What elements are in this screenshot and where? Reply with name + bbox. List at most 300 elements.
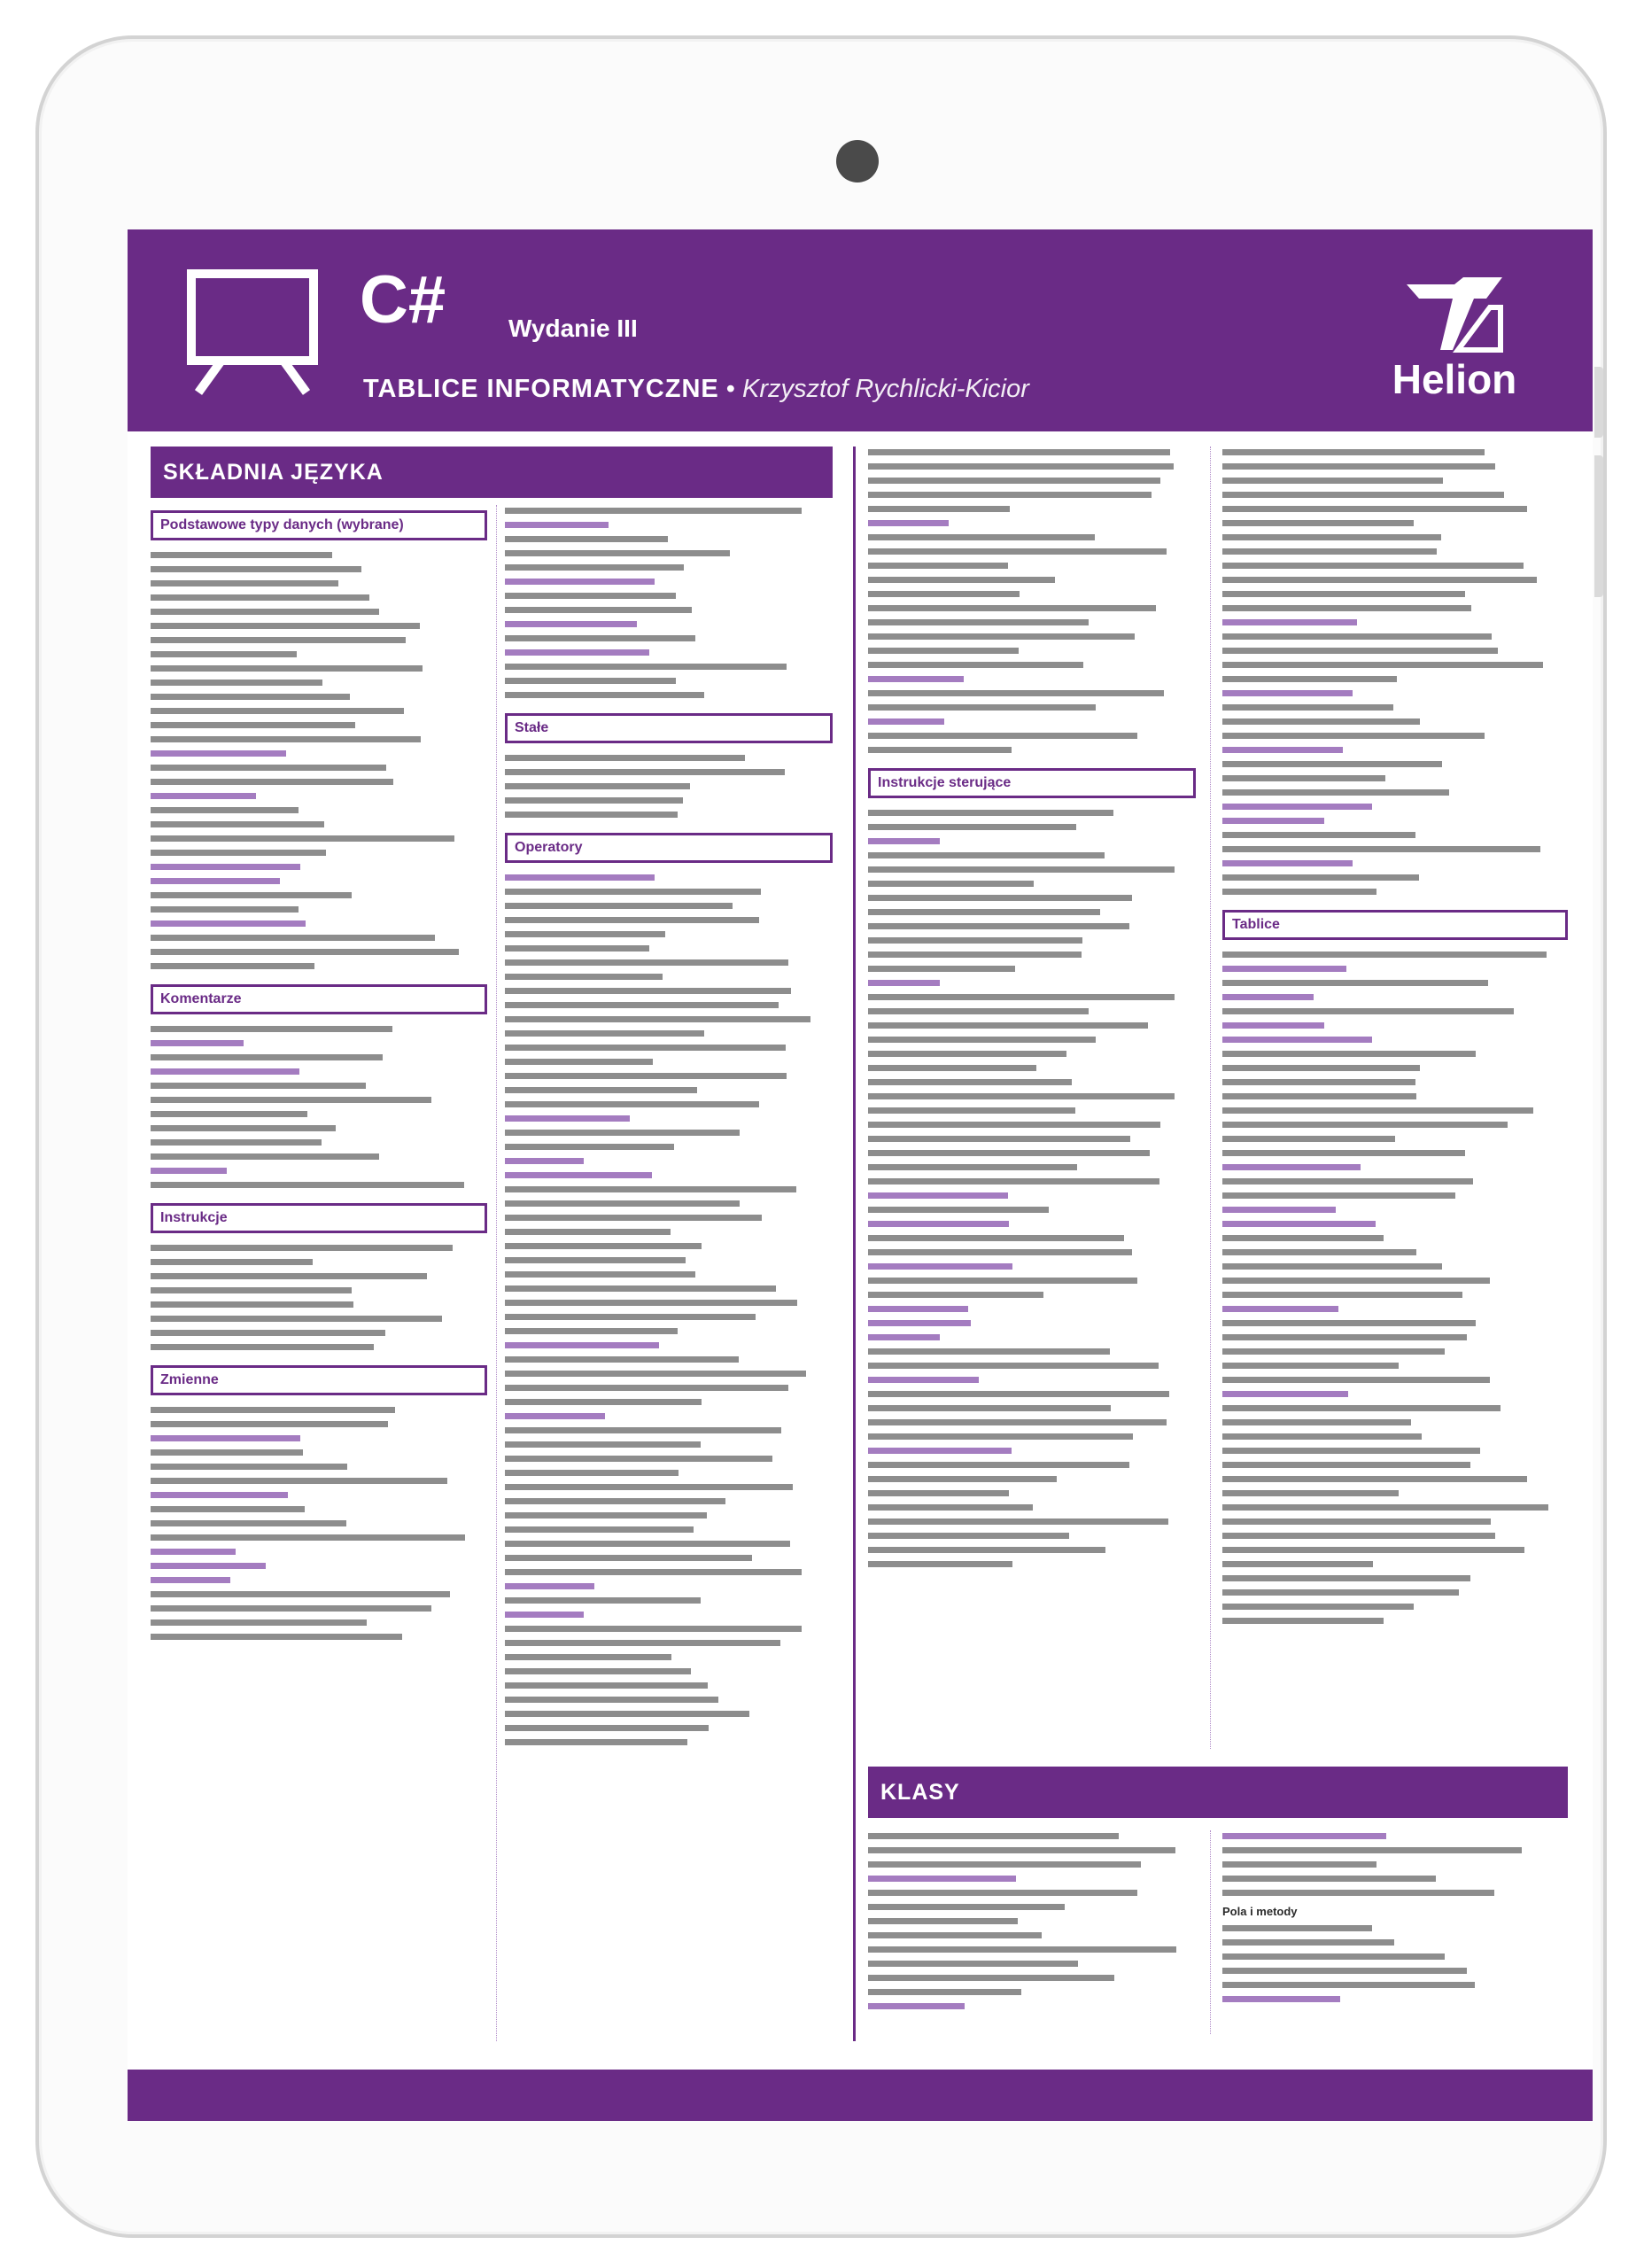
text-line bbox=[1222, 1034, 1568, 1045]
text-line bbox=[868, 1190, 1196, 1201]
text-line bbox=[1222, 1887, 1568, 1899]
text-line bbox=[1222, 1615, 1568, 1627]
text-line bbox=[151, 563, 487, 575]
text-line bbox=[868, 1317, 1196, 1329]
column-2 bbox=[505, 505, 833, 1751]
text-line bbox=[1222, 1289, 1568, 1301]
text-line bbox=[505, 1042, 833, 1053]
text-line bbox=[505, 1538, 833, 1550]
volume-button bbox=[1594, 367, 1603, 438]
text-line bbox=[868, 835, 1196, 847]
text-line bbox=[868, 1147, 1196, 1159]
text-line bbox=[505, 1254, 833, 1266]
side-button bbox=[1594, 455, 1603, 597]
text-line bbox=[505, 999, 833, 1011]
text-line bbox=[868, 1161, 1196, 1173]
text-line bbox=[1222, 1020, 1568, 1031]
text-line bbox=[151, 578, 487, 589]
text-line bbox=[1222, 1161, 1568, 1173]
text-line bbox=[868, 489, 1196, 501]
column-separator bbox=[1210, 1830, 1211, 2034]
text-line bbox=[868, 1360, 1196, 1371]
text-line bbox=[505, 809, 833, 820]
text-line bbox=[868, 991, 1196, 1003]
text-line bbox=[151, 1341, 487, 1353]
text-line bbox=[505, 766, 833, 778]
text-line bbox=[1222, 1558, 1568, 1570]
text-line bbox=[151, 1489, 487, 1501]
text-line bbox=[505, 618, 833, 630]
text-line bbox=[151, 1546, 487, 1557]
text-line bbox=[1222, 560, 1568, 571]
subsection-operatory: Operatory bbox=[505, 833, 833, 863]
text-line bbox=[1222, 1218, 1568, 1230]
text-line bbox=[868, 546, 1196, 557]
text-line bbox=[505, 1340, 833, 1351]
text-line bbox=[1222, 801, 1568, 812]
text-line bbox=[868, 977, 1196, 989]
text-line bbox=[151, 932, 487, 944]
text-line bbox=[1222, 602, 1568, 614]
text-line bbox=[1222, 1530, 1568, 1542]
text-line bbox=[151, 1588, 487, 1600]
text-line bbox=[151, 1242, 487, 1254]
subsection-pola: Pola i metody bbox=[1222, 1905, 1298, 1918]
author-name: Krzysztof Rychlicki-Kicior bbox=[742, 375, 1029, 403]
text-line bbox=[868, 1346, 1196, 1357]
text-line bbox=[1222, 1922, 1568, 1934]
text-line bbox=[868, 1176, 1196, 1187]
text-line bbox=[1222, 1937, 1568, 1948]
text-line bbox=[505, 1425, 833, 1436]
text-line bbox=[868, 1006, 1196, 1017]
text-line bbox=[1222, 1573, 1568, 1584]
text-line bbox=[868, 1958, 1196, 1969]
text-line bbox=[868, 1915, 1196, 1927]
text-line bbox=[1222, 886, 1568, 897]
text-line bbox=[1222, 489, 1568, 501]
text-line bbox=[505, 1694, 833, 1705]
text-line bbox=[151, 875, 487, 887]
text-line bbox=[151, 691, 487, 703]
text-line bbox=[505, 872, 833, 883]
text-line bbox=[151, 819, 487, 830]
text-line bbox=[868, 1232, 1196, 1244]
text-line bbox=[151, 1461, 487, 1472]
text-line bbox=[151, 1617, 487, 1628]
text-line bbox=[868, 716, 1196, 727]
text-line bbox=[868, 687, 1196, 699]
text-line bbox=[151, 719, 487, 731]
text-line bbox=[868, 1048, 1196, 1060]
text-line bbox=[1222, 1459, 1568, 1471]
text-line bbox=[151, 833, 487, 844]
subsection-zmienne: Zmienne bbox=[151, 1365, 487, 1395]
text-line bbox=[868, 659, 1196, 671]
text-line bbox=[868, 1972, 1196, 1984]
text-line bbox=[1222, 1544, 1568, 1556]
text-line bbox=[151, 1066, 487, 1077]
text-line bbox=[1222, 1445, 1568, 1456]
text-line bbox=[1222, 1845, 1568, 1856]
text-line bbox=[868, 1332, 1196, 1343]
text-line bbox=[505, 1510, 833, 1521]
text-line bbox=[868, 906, 1196, 918]
text-line bbox=[151, 606, 487, 617]
text-line bbox=[868, 1930, 1196, 1941]
text-line bbox=[868, 1431, 1196, 1442]
cheat-sheet-content bbox=[151, 447, 1570, 2041]
subsection-stale: Stałe bbox=[505, 713, 833, 743]
text-line bbox=[505, 1169, 833, 1181]
helion-logo-icon bbox=[1401, 272, 1508, 357]
text-line bbox=[868, 1062, 1196, 1074]
column-4 bbox=[1222, 447, 1568, 1629]
text-line bbox=[505, 1396, 833, 1408]
text-line bbox=[868, 1873, 1196, 1884]
column-separator bbox=[496, 505, 497, 2041]
text-line bbox=[868, 1473, 1196, 1485]
text-line bbox=[1222, 1332, 1568, 1343]
text-line bbox=[1222, 1303, 1568, 1315]
text-line bbox=[151, 1285, 487, 1296]
text-line bbox=[151, 1122, 487, 1134]
text-line bbox=[151, 1603, 487, 1614]
text-line bbox=[151, 1151, 487, 1162]
text-line bbox=[151, 946, 487, 958]
text-line bbox=[868, 631, 1196, 642]
text-line bbox=[868, 892, 1196, 904]
text-line bbox=[1222, 1979, 1568, 1991]
text-line bbox=[505, 1014, 833, 1025]
text-line bbox=[505, 519, 833, 531]
text-line bbox=[151, 1023, 487, 1035]
text-line bbox=[868, 1986, 1196, 1998]
text-line bbox=[505, 1552, 833, 1564]
text-line bbox=[1222, 645, 1568, 656]
text-line bbox=[151, 1475, 487, 1487]
text-line bbox=[1222, 1431, 1568, 1442]
text-line bbox=[1222, 1487, 1568, 1499]
text-line bbox=[505, 1226, 833, 1238]
text-line bbox=[505, 1325, 833, 1337]
text-line bbox=[505, 1467, 833, 1479]
text-line bbox=[505, 1708, 833, 1720]
text-line bbox=[505, 1028, 833, 1039]
text-line bbox=[505, 1453, 833, 1464]
text-line bbox=[1222, 475, 1568, 486]
text-line bbox=[505, 1184, 833, 1195]
text-line bbox=[151, 1108, 487, 1120]
text-line bbox=[1222, 744, 1568, 756]
text-line bbox=[1222, 1951, 1568, 1962]
text-line bbox=[1222, 1417, 1568, 1428]
text-line bbox=[868, 1901, 1196, 1913]
text-line bbox=[505, 661, 833, 672]
text-line bbox=[868, 1402, 1196, 1414]
text-line bbox=[151, 918, 487, 929]
text-line bbox=[505, 1127, 833, 1138]
text-line bbox=[868, 1530, 1196, 1542]
column-1 bbox=[151, 447, 487, 1645]
text-line bbox=[505, 795, 833, 806]
text-line bbox=[1222, 1247, 1568, 1258]
text-line bbox=[868, 503, 1196, 515]
text-line bbox=[868, 1487, 1196, 1499]
text-line bbox=[151, 1299, 487, 1310]
text-line bbox=[151, 1631, 487, 1643]
text-line bbox=[505, 1439, 833, 1450]
text-line bbox=[1222, 659, 1568, 671]
text-line bbox=[505, 1609, 833, 1620]
text-line bbox=[868, 744, 1196, 756]
text-line bbox=[151, 1404, 487, 1416]
section-banner-skladnia: SKŁADNIA JĘZYKA bbox=[151, 447, 833, 498]
text-line bbox=[1222, 1830, 1568, 1842]
text-line bbox=[868, 1859, 1196, 1870]
text-line bbox=[1222, 1516, 1568, 1527]
text-line bbox=[1222, 1965, 1568, 1977]
subsection-komentarze: Komentarze bbox=[151, 984, 487, 1014]
text-line bbox=[1222, 617, 1568, 628]
text-line bbox=[505, 1269, 833, 1280]
text-line bbox=[505, 900, 833, 912]
text-line bbox=[868, 878, 1196, 889]
text-line bbox=[868, 1204, 1196, 1216]
text-line bbox=[868, 574, 1196, 586]
text-line bbox=[868, 2000, 1196, 2012]
text-line bbox=[868, 1558, 1196, 1570]
klasy-section bbox=[868, 1767, 1568, 2031]
text-line bbox=[1222, 1601, 1568, 1612]
text-line bbox=[868, 864, 1196, 875]
text-line bbox=[1222, 1374, 1568, 1386]
text-line bbox=[868, 1034, 1196, 1045]
text-line bbox=[1222, 461, 1568, 472]
text-line bbox=[505, 1595, 833, 1606]
text-line bbox=[868, 850, 1196, 861]
text-line bbox=[151, 1179, 487, 1191]
text-line bbox=[151, 790, 487, 802]
text-line bbox=[1222, 1133, 1568, 1145]
text-line bbox=[505, 914, 833, 926]
text-line bbox=[505, 1736, 833, 1748]
text-line bbox=[1222, 1587, 1568, 1598]
text-line bbox=[505, 1283, 833, 1294]
text-line bbox=[868, 1275, 1196, 1286]
text-line bbox=[1222, 447, 1568, 458]
text-line bbox=[868, 447, 1196, 458]
text-line bbox=[1222, 1275, 1568, 1286]
text-line bbox=[505, 1481, 833, 1493]
text-line bbox=[868, 1845, 1196, 1856]
text-line bbox=[868, 949, 1196, 960]
text-line bbox=[868, 1247, 1196, 1258]
text-line bbox=[868, 1417, 1196, 1428]
text-line bbox=[1222, 1176, 1568, 1187]
text-line bbox=[1222, 1048, 1568, 1060]
text-line bbox=[868, 1388, 1196, 1400]
subsection-typy: Podstawowe typy danych (wybrane) bbox=[151, 510, 487, 540]
text-line bbox=[1222, 1006, 1568, 1017]
text-line bbox=[1222, 787, 1568, 798]
text-line bbox=[505, 1099, 833, 1110]
text-line bbox=[868, 1261, 1196, 1272]
text-line bbox=[1222, 503, 1568, 515]
text-line bbox=[868, 1445, 1196, 1456]
text-line bbox=[505, 1651, 833, 1663]
text-line bbox=[505, 1581, 833, 1592]
text-line bbox=[868, 1105, 1196, 1116]
text-line bbox=[151, 1313, 487, 1324]
document-header bbox=[128, 229, 1593, 431]
text-line bbox=[1222, 773, 1568, 784]
text-line bbox=[151, 620, 487, 632]
text-line bbox=[1222, 1402, 1568, 1414]
text-line bbox=[505, 1354, 833, 1365]
text-line bbox=[151, 1052, 487, 1063]
text-line bbox=[151, 1532, 487, 1543]
text-line bbox=[505, 590, 833, 602]
text-line bbox=[1222, 977, 1568, 989]
text-line bbox=[868, 475, 1196, 486]
text-line bbox=[505, 971, 833, 983]
subsection-tablice: Tablice bbox=[1222, 910, 1568, 940]
text-line bbox=[505, 1410, 833, 1422]
column-separator-main bbox=[853, 447, 856, 2041]
text-line bbox=[505, 752, 833, 764]
text-line bbox=[1222, 1346, 1568, 1357]
text-line bbox=[1222, 1091, 1568, 1102]
text-line bbox=[151, 1574, 487, 1586]
text-line bbox=[1222, 872, 1568, 883]
text-line bbox=[1222, 1502, 1568, 1513]
text-line bbox=[868, 617, 1196, 628]
text-line bbox=[505, 1368, 833, 1379]
text-line bbox=[151, 1503, 487, 1515]
text-line bbox=[151, 1165, 487, 1177]
text-line bbox=[868, 702, 1196, 713]
text-line bbox=[505, 1198, 833, 1209]
text-line bbox=[151, 734, 487, 745]
text-line bbox=[868, 1218, 1196, 1230]
text-line bbox=[151, 776, 487, 788]
text-line bbox=[151, 634, 487, 646]
text-line bbox=[505, 1113, 833, 1124]
text-line bbox=[151, 804, 487, 816]
text-line bbox=[1222, 546, 1568, 557]
header-subtitle bbox=[363, 375, 1029, 404]
text-line bbox=[505, 943, 833, 954]
text-line bbox=[868, 1502, 1196, 1513]
subsection-instrukcje: Instrukcje bbox=[151, 1203, 487, 1233]
text-line bbox=[505, 562, 833, 573]
text-line bbox=[1222, 1062, 1568, 1074]
text-line bbox=[505, 1084, 833, 1096]
text-line bbox=[505, 576, 833, 587]
text-line bbox=[151, 1137, 487, 1148]
text-line bbox=[151, 889, 487, 901]
text-line bbox=[868, 1289, 1196, 1301]
text-line bbox=[1222, 991, 1568, 1003]
text-line bbox=[151, 1418, 487, 1430]
text-line bbox=[1222, 1119, 1568, 1130]
text-line bbox=[151, 1447, 487, 1458]
text-line bbox=[868, 560, 1196, 571]
text-line bbox=[151, 904, 487, 915]
text-line bbox=[1222, 631, 1568, 642]
text-line bbox=[505, 505, 833, 517]
text-line bbox=[1222, 829, 1568, 841]
screen bbox=[128, 229, 1593, 2121]
text-line bbox=[868, 1516, 1196, 1527]
text-line bbox=[868, 935, 1196, 946]
tablet-frame bbox=[35, 35, 1607, 2238]
text-line bbox=[151, 1327, 487, 1339]
text-line bbox=[505, 548, 833, 559]
text-line bbox=[505, 1666, 833, 1677]
text-line bbox=[1222, 588, 1568, 600]
text-line bbox=[1222, 730, 1568, 742]
section-banner-klasy: KLASY bbox=[868, 1767, 1568, 1818]
text-line bbox=[505, 633, 833, 644]
text-line bbox=[505, 1722, 833, 1734]
text-line bbox=[505, 1155, 833, 1167]
text-line bbox=[868, 1303, 1196, 1315]
publisher-name: Helion bbox=[1392, 356, 1517, 402]
text-line bbox=[505, 1382, 833, 1394]
text-line bbox=[151, 663, 487, 674]
text-line bbox=[868, 1133, 1196, 1145]
text-line bbox=[505, 647, 833, 658]
text-line bbox=[868, 1544, 1196, 1556]
text-line bbox=[505, 1623, 833, 1635]
text-line bbox=[1222, 702, 1568, 713]
text-line bbox=[1222, 815, 1568, 827]
text-line bbox=[868, 963, 1196, 975]
text-line bbox=[1222, 843, 1568, 855]
text-line bbox=[868, 532, 1196, 543]
text-line bbox=[868, 807, 1196, 819]
text-line bbox=[1222, 1317, 1568, 1329]
text-line bbox=[151, 847, 487, 858]
text-line bbox=[1222, 758, 1568, 770]
text-line bbox=[505, 604, 833, 616]
text-line bbox=[1222, 532, 1568, 543]
text-line bbox=[868, 602, 1196, 614]
series-name: TABLICE INFORMATYCZNE bbox=[363, 375, 719, 403]
footer-bar bbox=[128, 2070, 1593, 2121]
text-line bbox=[1222, 1388, 1568, 1400]
text-line bbox=[1222, 858, 1568, 869]
text-line bbox=[505, 957, 833, 968]
text-line bbox=[1222, 687, 1568, 699]
text-line bbox=[505, 533, 833, 545]
text-line bbox=[868, 1830, 1196, 1842]
text-line bbox=[505, 1212, 833, 1223]
text-line bbox=[505, 1566, 833, 1578]
text-line bbox=[151, 677, 487, 688]
text-line bbox=[1222, 963, 1568, 975]
text-line bbox=[505, 1311, 833, 1323]
edition-label: Wydanie III bbox=[508, 315, 638, 342]
text-line bbox=[151, 649, 487, 660]
text-line bbox=[868, 1020, 1196, 1031]
text-line bbox=[1222, 673, 1568, 685]
text-line bbox=[151, 1518, 487, 1529]
text-line bbox=[505, 1141, 833, 1153]
text-line bbox=[151, 861, 487, 873]
